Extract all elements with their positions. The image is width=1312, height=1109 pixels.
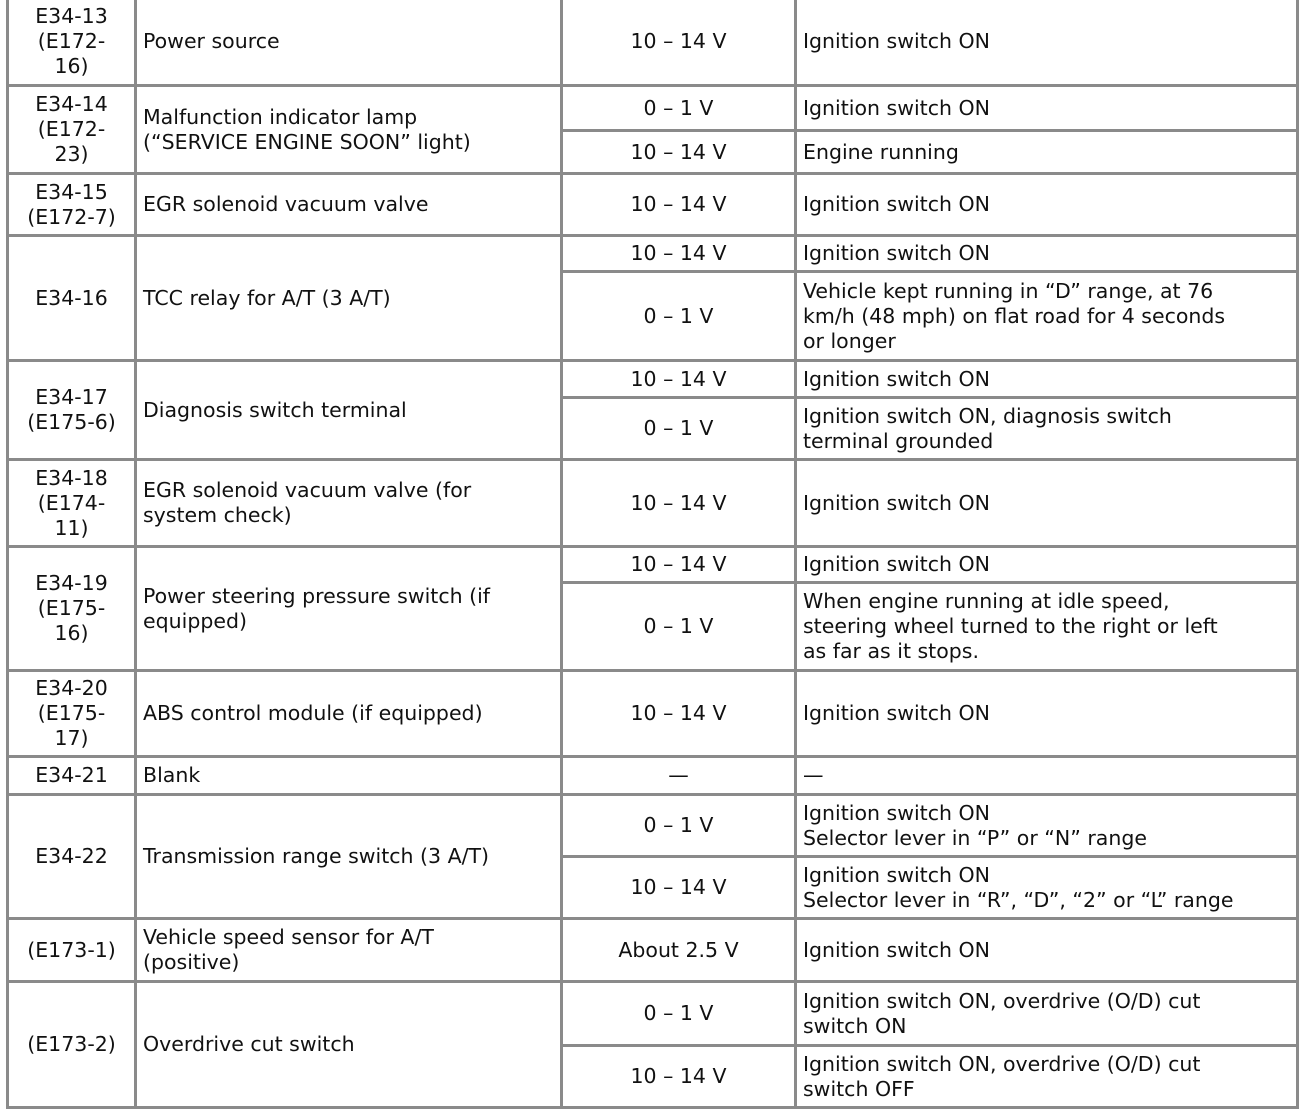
description-cell [136, 236, 562, 361]
voltage-cell: 10 – 14 V [562, 857, 796, 919]
description-line: Power steering pressure switch (if [143, 583, 491, 608]
description-cell [136, 174, 562, 236]
voltage-cell: About 2.5 V [562, 919, 796, 982]
condition-line: Ignition switch ON [803, 701, 990, 725]
condition-line: Selector lever in “P” or “N” range [803, 825, 1147, 850]
terminal-line: (E175- [37, 701, 106, 725]
terminal-line: E34-13 [35, 4, 108, 28]
description-line: Power source [143, 29, 280, 53]
condition-cell [796, 919, 1298, 982]
condition-cell [796, 857, 1298, 919]
terminal-line: E34-14 [35, 92, 108, 116]
condition-line: Ignition switch ON, diagnosis switch [803, 403, 1172, 428]
condition-cell [796, 236, 1298, 272]
terminal-cell [8, 982, 136, 1108]
description-line: Vehicle speed sensor for A/T [143, 925, 434, 949]
voltage-cell: 10 – 14 V [562, 547, 796, 583]
terminal-cell [8, 795, 136, 919]
table-body [8, 0, 1298, 1108]
terminal-line: 11) [54, 515, 89, 540]
terminal-line: (E172-7) [27, 204, 116, 229]
condition-cell [796, 0, 1298, 86]
terminal-line: 16) [54, 54, 89, 78]
condition-line: terminal grounded [803, 428, 994, 453]
table-row [8, 174, 1298, 236]
terminal-voltage-table [6, 0, 1299, 1109]
terminal-line: E34-16 [35, 285, 108, 310]
voltage-cell: 0 – 1 V [562, 272, 796, 361]
terminal-line: (E175- [37, 596, 106, 620]
condition-cell [796, 174, 1298, 236]
terminal-cell [8, 757, 136, 795]
description-line: Overdrive cut switch [143, 1032, 355, 1056]
table-row [8, 547, 1298, 583]
condition-cell [796, 361, 1298, 398]
terminal-cell [8, 174, 136, 236]
terminal-line: E34-19 [35, 571, 108, 595]
description-cell [136, 757, 562, 795]
condition-line: or longer [803, 328, 896, 353]
voltage-cell: — [562, 757, 796, 795]
condition-cell [796, 757, 1298, 795]
description-line: Malfunction indicator lamp [143, 104, 418, 129]
condition-line: as far as it stops. [803, 639, 979, 663]
voltage-cell: 10 – 14 V [562, 174, 796, 236]
description-cell [136, 671, 562, 757]
condition-cell [796, 460, 1298, 547]
terminal-line: E34-15 [35, 179, 108, 204]
condition-line: Ignition switch ON [803, 241, 990, 265]
description-cell [136, 919, 562, 982]
terminal-line: 17) [54, 726, 89, 750]
description-line: EGR solenoid vacuum valve (for [143, 478, 472, 502]
condition-line: km/h (48 mph) on flat road for 4 seconds [803, 303, 1226, 328]
condition-line: Vehicle kept running in “D” range, at 76 [803, 278, 1214, 303]
condition-line: Ignition switch ON [803, 95, 990, 120]
table-row [8, 671, 1298, 757]
description-cell [136, 361, 562, 460]
voltage-cell: 0 – 1 V [562, 86, 796, 131]
table-row [8, 982, 1298, 1046]
voltage-cell: 10 – 14 V [562, 460, 796, 547]
terminal-line: 23) [54, 142, 89, 166]
description-line: EGR solenoid vacuum valve [143, 192, 429, 216]
table-row [8, 460, 1298, 547]
condition-cell [796, 795, 1298, 857]
terminal-line: (E174- [37, 490, 106, 515]
description-cell [136, 460, 562, 547]
terminal-line: E34-22 [35, 844, 108, 868]
condition-line: Ignition switch ON [803, 552, 990, 576]
description-line: (“SERVICE ENGINE SOON” light) [143, 129, 471, 154]
table-row [8, 236, 1298, 272]
condition-line: steering wheel turned to the right or left [803, 614, 1218, 638]
terminal-line: (E175-6) [27, 410, 116, 434]
description-line: ABS control module (if equipped) [143, 701, 483, 725]
table-row [8, 795, 1298, 857]
condition-line: Ignition switch ON [803, 800, 990, 825]
condition-line: Ignition switch ON, overdrive (O/D) cut [803, 1051, 1201, 1076]
description-cell [136, 547, 562, 671]
condition-line: Ignition switch ON [803, 192, 990, 216]
terminal-line: E34-20 [35, 676, 108, 700]
condition-line: switch OFF [803, 1076, 915, 1101]
voltage-cell: 10 – 14 V [562, 671, 796, 757]
description-line: equipped) [143, 608, 247, 633]
condition-line: Ignition switch ON [803, 862, 990, 887]
table-row [8, 757, 1298, 795]
voltage-cell: 0 – 1 V [562, 982, 796, 1046]
condition-line: Ignition switch ON [803, 937, 990, 962]
condition-cell [796, 982, 1298, 1046]
condition-cell [796, 398, 1298, 460]
terminal-cell [8, 236, 136, 361]
condition-line: Ignition switch ON [803, 29, 990, 53]
voltage-cell: 10 – 14 V [562, 131, 796, 174]
terminal-cell [8, 86, 136, 174]
terminal-cell [8, 671, 136, 757]
voltage-cell: 10 – 14 V [562, 236, 796, 272]
voltage-cell: 10 – 14 V [562, 0, 796, 86]
description-cell [136, 0, 562, 86]
description-cell [136, 795, 562, 919]
condition-line: Engine running [803, 139, 959, 164]
terminal-line: E34-21 [35, 763, 108, 787]
terminal-line: E34-17 [35, 385, 108, 409]
table-row [8, 361, 1298, 398]
description-line: system check) [143, 503, 292, 527]
condition-cell [796, 1046, 1298, 1108]
description-line: Diagnosis switch terminal [143, 397, 407, 422]
condition-cell [796, 547, 1298, 583]
condition-cell [796, 671, 1298, 757]
condition-line: switch ON [803, 1013, 907, 1038]
terminal-line: E34-18 [35, 465, 108, 490]
description-line: (positive) [143, 950, 240, 974]
condition-cell [796, 131, 1298, 174]
table-row [8, 919, 1298, 982]
condition-line: Ignition switch ON, overdrive (O/D) cut [803, 988, 1201, 1013]
terminal-line: (E172- [37, 29, 106, 53]
terminal-cell [8, 361, 136, 460]
voltage-cell: 10 – 14 V [562, 361, 796, 398]
voltage-cell: 0 – 1 V [562, 795, 796, 857]
terminal-line: (E173-1) [27, 937, 116, 962]
terminal-cell [8, 547, 136, 671]
terminal-cell [8, 919, 136, 982]
table-row [8, 0, 1298, 86]
condition-cell [796, 583, 1298, 671]
condition-line: — [803, 763, 824, 787]
voltage-cell: 0 – 1 V [562, 398, 796, 460]
description-line: Transmission range switch (3 A/T) [143, 844, 490, 868]
voltage-cell: 10 – 14 V [562, 1046, 796, 1108]
description-line: Blank [143, 763, 201, 787]
terminal-line: (E172- [37, 117, 106, 141]
condition-line: Ignition switch ON [803, 490, 990, 515]
description-cell [136, 982, 562, 1108]
terminal-line: 16) [54, 621, 89, 645]
condition-line: Selector lever in “R”, “D”, “2” or “L” range [803, 887, 1234, 912]
terminal-cell [8, 460, 136, 547]
condition-line: Ignition switch ON [803, 366, 990, 391]
voltage-cell: 0 – 1 V [562, 583, 796, 671]
condition-cell [796, 272, 1298, 361]
terminal-line: (E173-2) [27, 1032, 116, 1056]
table-row [8, 86, 1298, 131]
terminal-cell [8, 0, 136, 86]
description-line: TCC relay for A/T (3 A/T) [143, 285, 391, 310]
condition-cell [796, 86, 1298, 131]
condition-line: When engine running at idle speed, [803, 589, 1170, 613]
description-cell [136, 86, 562, 174]
